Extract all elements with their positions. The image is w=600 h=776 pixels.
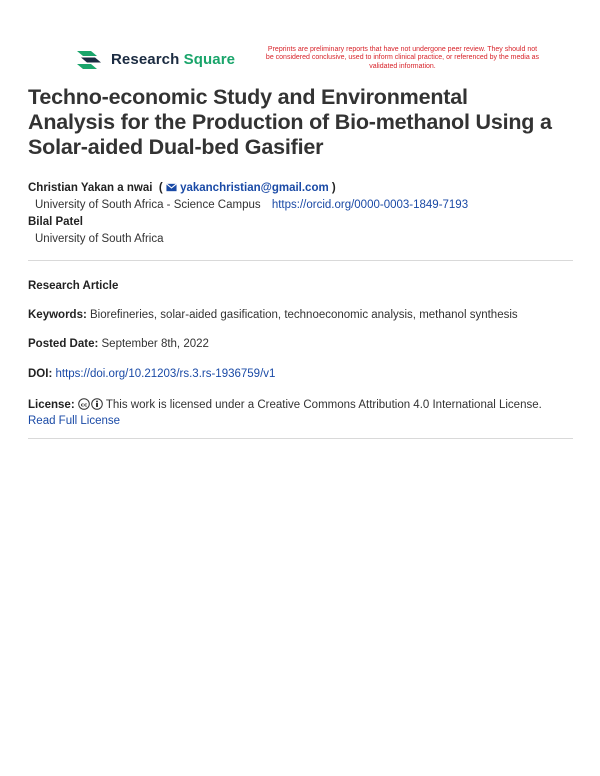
author-name: Bilal Patel [28, 216, 83, 228]
envelope-icon [166, 183, 177, 192]
svg-text:cc: cc [80, 402, 88, 409]
read-full-license-row [28, 415, 120, 427]
posted-date-row: Posted Date: September 8th, 2022 [28, 338, 209, 350]
divider [28, 438, 573, 439]
paper-title: Techno-economic Study and Environmental Analysis for the Production of Bio-methanol Using a Solar-aided Dual-bed Gasifier [28, 85, 552, 159]
doi-row: DOI: https://doi.org/10.21203/rs.3.rs-1936759/v1 [28, 368, 276, 380]
author-name: Christian Yakan a nwai [28, 182, 153, 194]
doi-link[interactable]: https://doi.org/10.21203/rs.3.rs-1936759/v1 [55, 368, 276, 380]
research-square-logo-icon [75, 48, 103, 70]
article-type: Research Article [28, 280, 119, 292]
author-2-affiliation: University of South Africa [35, 233, 164, 245]
logo-wordmark: Research Square [111, 50, 236, 68]
creative-commons-icon [78, 398, 90, 410]
orcid-link[interactable]: https://orcid.org/0000-0003-1849-7193 [271, 199, 469, 211]
research-square-logo[interactable] [75, 48, 235, 70]
attribution-icon [91, 398, 103, 410]
keywords-row: Keywords: Biorefineries, solar-aided gasification, technoeconomic analysis, methanol synthesis [28, 309, 518, 321]
authors-block [28, 180, 578, 248]
read-full-license-link[interactable]: Read Full License [28, 415, 121, 427]
license-row: License: cc This work is licensed under a Creative Commons Attribution 4.0 International License. [28, 399, 542, 411]
author-1-affiliation: University of South Africa - Science Campus https://orcid.org/0000-0003-1849-7193 [35, 199, 469, 211]
author-2 [28, 214, 578, 231]
author-email-link[interactable]: yakanchristian@gmail.com [180, 182, 329, 194]
author-1: Christian Yakan a nwai ( yakanchristian@gmail.com ) [28, 182, 336, 194]
header [0, 0, 600, 80]
divider [28, 260, 573, 261]
preprint-disclaimer: Preprints are preliminary reports that have not undergone peer review. They should not be considered conclusive, used to inform clinical practice, or referenced by the media as validated information. [265, 46, 540, 70]
cc-license-icons [78, 398, 103, 410]
